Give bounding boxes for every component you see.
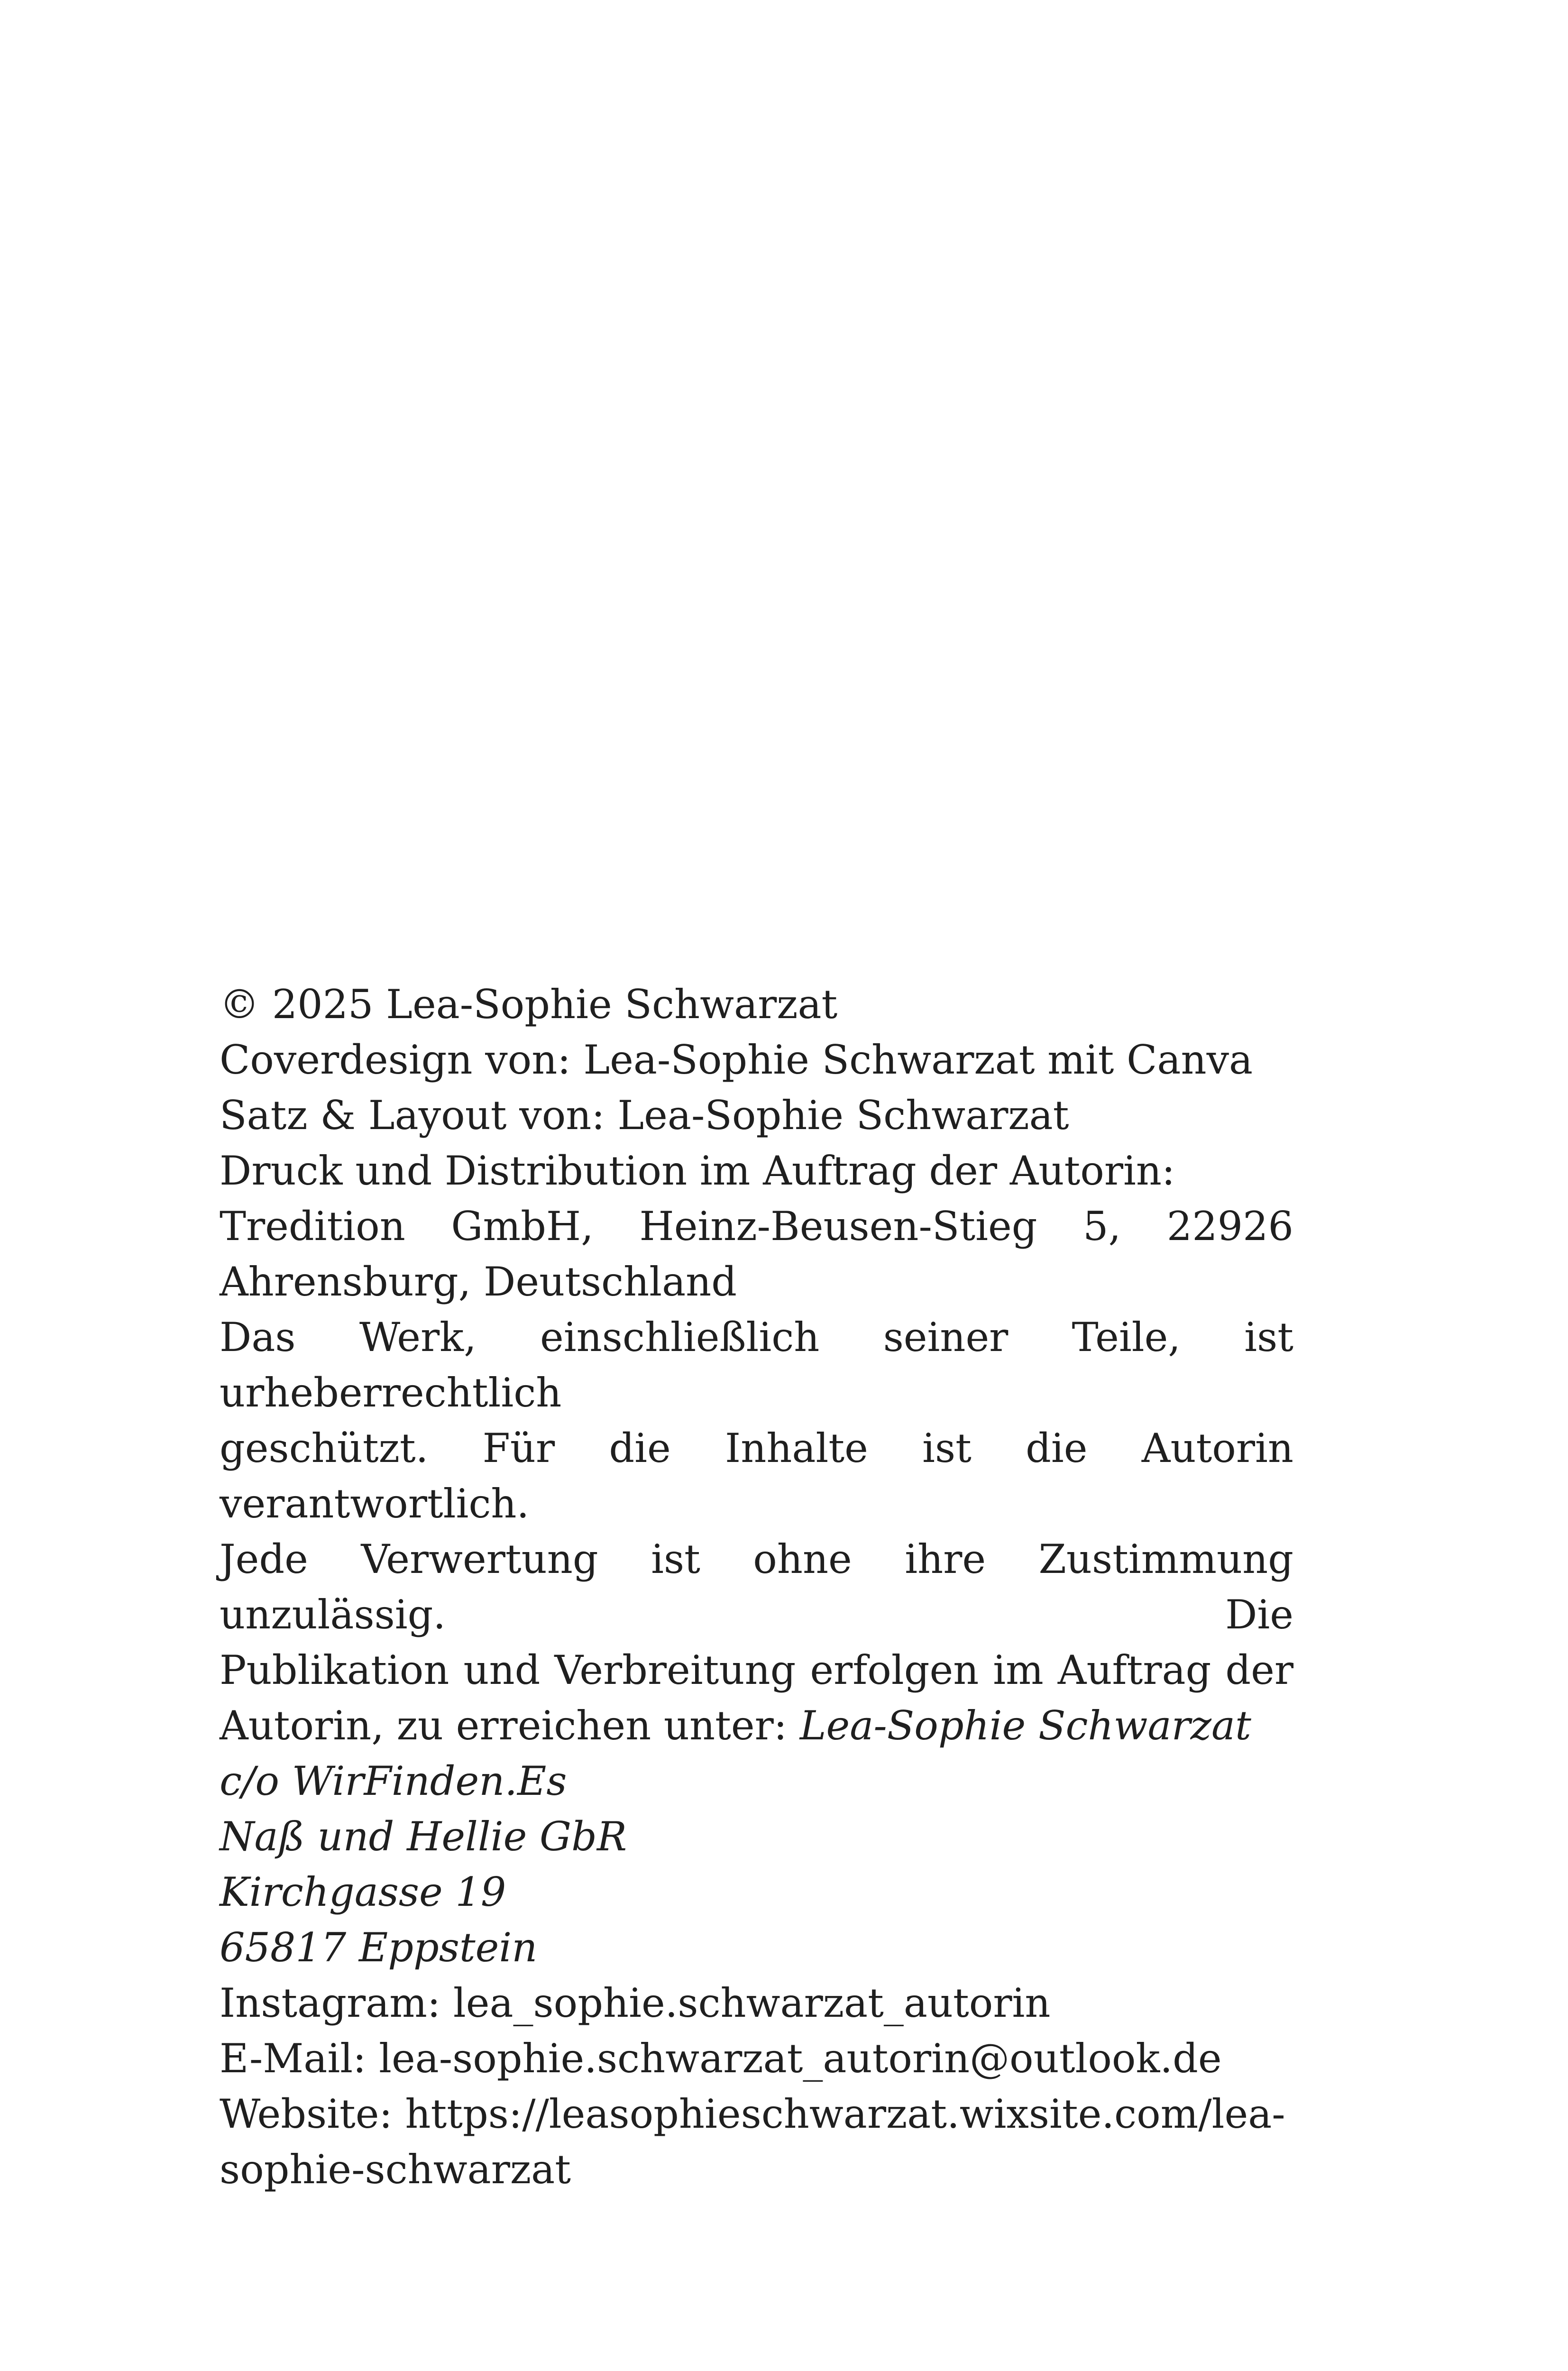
contact-city: 65817 Eppstein bbox=[220, 1924, 538, 1971]
publisher-address-line-1: Tredition GmbH, Heinz-Beusen-Stieg 5, 22926 bbox=[220, 1203, 1293, 1250]
contact-intro: Autorin, zu erreichen unter: bbox=[220, 1702, 800, 1749]
contact-co: c/o WirFinden.Es bbox=[220, 1758, 567, 1804]
publisher-address-line-2: Ahrensburg, Deutschland bbox=[220, 1259, 737, 1305]
contact-company: Naß und Hellie GbR bbox=[220, 1813, 627, 1860]
website-url-line-1: Website: https://leasophieschwarzat.wixsite.com/lea- bbox=[220, 2091, 1285, 2137]
copyright-notice-line-4: Publikation und Verbreitung erfolgen im Auftrag der bbox=[220, 1647, 1293, 1693]
instagram-handle: Instagram: lea_sophie.schwarzat_autorin bbox=[220, 1980, 1051, 2026]
copyright-notice-line-2: geschützt. Für die Inhalte ist die Autorin verantwortlich. bbox=[220, 1425, 1293, 1527]
copyright-notice-line-3: Jede Verwertung ist ohne ihre Zustimmung unzulässig. Die bbox=[220, 1536, 1293, 1638]
cover-credit: Coverdesign von: Lea-Sophie Schwarzat mit Canva bbox=[220, 1037, 1253, 1083]
contact-name: Lea-Sophie Schwarzat bbox=[799, 1702, 1251, 1749]
copyright-notice-line-5 bbox=[220, 1698, 1293, 1754]
print-distribution-note: Druck und Distribution im Auftrag der Autorin: bbox=[220, 1148, 1175, 1194]
website-url-line-2: sophie-schwarzat bbox=[220, 2146, 571, 2193]
imprint-block bbox=[220, 977, 1293, 2197]
copyright-notice-line-1: Das Werk, einschließlich seiner Teile, ist urheberrechtlich bbox=[220, 1314, 1293, 1416]
typesetting-credit: Satz & Layout von: Lea-Sophie Schwarzat bbox=[220, 1092, 1069, 1139]
copyright-line: © 2025 Lea-Sophie Schwarzat bbox=[220, 981, 838, 1028]
email-address: E-Mail: lea-sophie.schwarzat_autorin@outlook.de bbox=[220, 2035, 1222, 2082]
contact-street: Kirchgasse 19 bbox=[220, 1869, 506, 1915]
